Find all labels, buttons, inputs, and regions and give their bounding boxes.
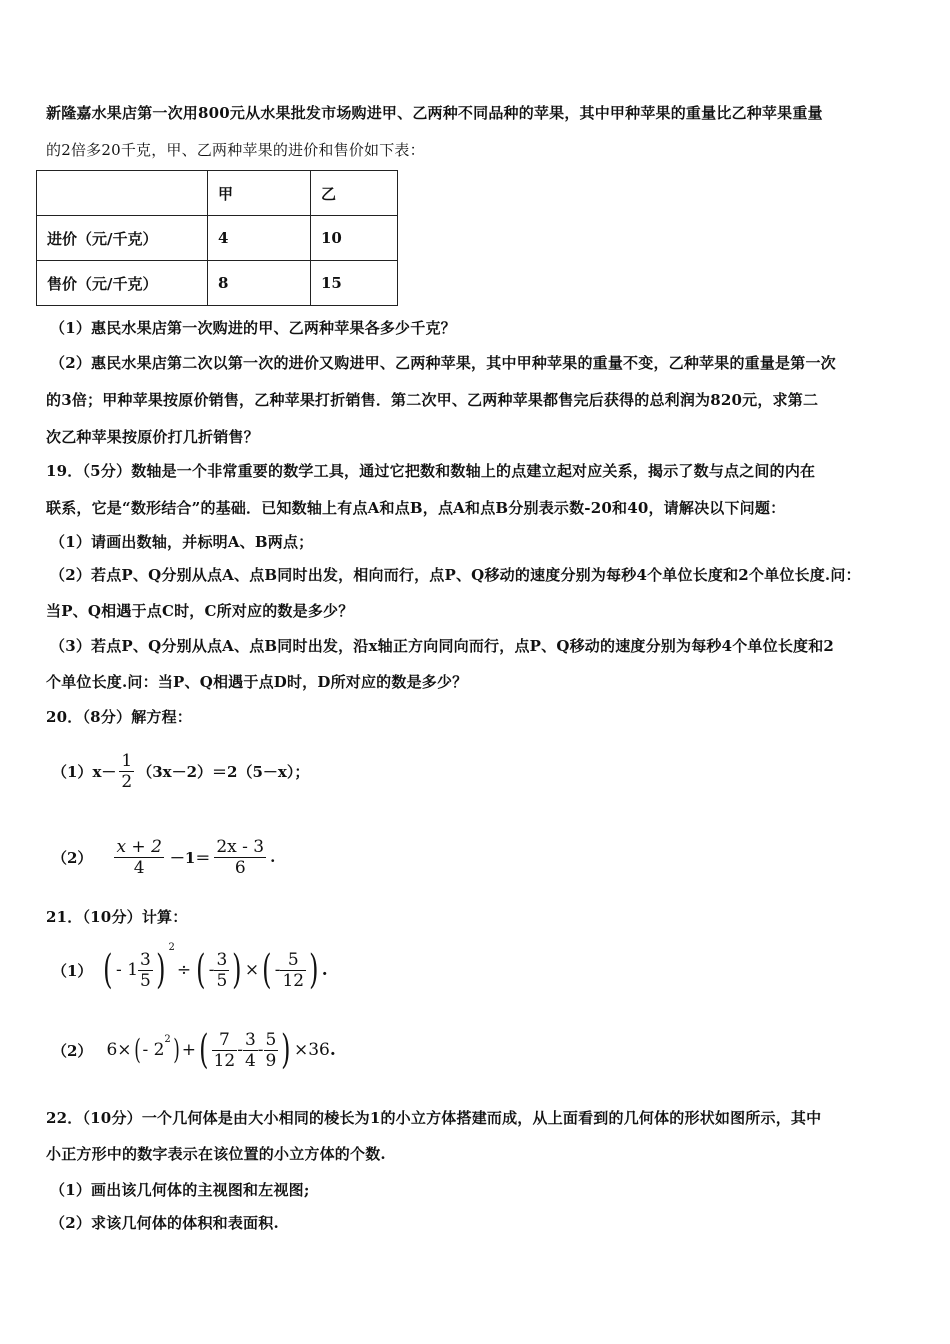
fraction [212, 1030, 238, 1071]
equation-term: x－ [92, 762, 117, 781]
intro-line-2: 的2倍多20千克，甲、乙两种苹果的进价和售价如下表： [46, 141, 425, 159]
fraction [214, 950, 229, 991]
table-row [37, 261, 398, 306]
fraction [280, 950, 306, 991]
q18-part2-line2: 的3倍；甲种苹果按原价销售，乙种苹果打折销售．第二次甲、乙两种苹果都售完后获得的总利润为820元，求第二 [46, 391, 819, 409]
table-cell: 8 [208, 261, 311, 306]
fraction [119, 751, 134, 792]
expression-term: 6× [106, 1040, 132, 1060]
q20-title: 20．（8分）解方程： [46, 708, 193, 726]
q18-part2-line3: 次乙种苹果按原价打几折销售？ [46, 428, 259, 446]
fraction-denominator: 4 [114, 857, 163, 878]
q19-part2-line2: 当P、Q相遇于点C时，C所对应的数是多少？ [46, 602, 354, 620]
operator: - [237, 1040, 243, 1060]
fraction [264, 1030, 279, 1071]
right-paren: ) [232, 947, 242, 993]
q20-equation-1 [52, 738, 309, 804]
expression-term: - 2 [142, 1040, 165, 1060]
q21-expression-1 [52, 938, 328, 1002]
operator: × [244, 960, 260, 980]
q19-part1: （1）请画出数轴，并标明A、B两点； [50, 533, 314, 551]
fraction-numerator: 1 [121, 750, 133, 771]
expression-term: - [274, 960, 281, 980]
fraction-numerator: 2x - 3 [216, 836, 265, 857]
fraction-denominator: 5 [140, 970, 151, 991]
left-paren: ( [103, 947, 113, 993]
q22-line1: 22．（10分）一个几何体是由大小相同的棱长为1的小立方体搭建而成，从上面看到的几何体的形状如图所示，其中 [46, 1109, 822, 1127]
q19-line1: 19．（5分）数轴是一个非常重要的数学工具，通过它把数和数轴上的点建立起对应关系，揭示了数与点之间的内在 [46, 462, 816, 480]
q19-part3-line1: （3）若点P、Q分别从点A、点B同时出发，沿x轴正方向同向而行，点P、Q移动的速度分别为每秒4个单位长度和2 [50, 637, 835, 655]
fraction-numerator: 3 [216, 949, 228, 970]
expression-term: - [208, 960, 215, 980]
fraction-denominator: 12 [213, 1050, 236, 1071]
fraction-denominator: 2 [121, 771, 133, 792]
fraction [214, 837, 266, 878]
fraction [114, 837, 163, 878]
equation-end: . [270, 848, 276, 866]
operator: ÷ [176, 960, 192, 980]
q19-line2: 联系，它是“数形结合”的基础．已知数轴上有点A和点B，点A和点B分别表示数-20和40，请解决以下问题： [46, 499, 786, 517]
fraction-denominator: 4 [244, 1050, 256, 1071]
fraction-denominator: 5 [216, 970, 228, 991]
table-cell: 15 [311, 261, 398, 306]
operator: + [181, 1040, 196, 1060]
left-paren: ( [262, 947, 272, 993]
q19-part2-line1: （2）若点P、Q分别从点A、点B同时出发，相向而行，点P、Q移动的速度分别为每秒4个单位长度和2个单位长度.问： [50, 566, 861, 584]
exponent: 2 [164, 1034, 171, 1045]
fraction-numerator: 5 [265, 1029, 277, 1050]
fraction [138, 950, 153, 991]
fraction-denominator: 9 [265, 1050, 277, 1071]
price-table [36, 170, 398, 306]
q18-part2-line1: （2）惠民水果店第二次以第一次的进价又购进甲、乙两种苹果，其中甲种苹果的重量不变，乙种苹果的重量是第一次 [50, 354, 836, 372]
table-cell [37, 171, 208, 216]
fraction-numerator: 3 [244, 1029, 256, 1050]
table-cell: 售价（元/千克） [37, 261, 208, 306]
operator: - [257, 1040, 264, 1060]
left-paren: ( [196, 947, 206, 993]
table-cell: 进价（元/千克） [37, 216, 208, 261]
fraction-numerator: 3 [140, 949, 151, 970]
right-paren: ) [281, 1027, 291, 1073]
table-cell: 甲 [208, 171, 311, 216]
q18-part1: （1）惠民水果店第一次购进的甲、乙两种苹果各多少千克？ [50, 319, 456, 337]
exponent: 2 [168, 942, 175, 953]
table-header-row [37, 171, 398, 216]
fraction-numerator: x + 2 [116, 836, 162, 857]
left-paren: ( [133, 1033, 141, 1066]
fraction-denominator: 6 [214, 857, 266, 878]
q22-line2: 小正方形中的数字表示在该位置的小立方体的个数. [46, 1145, 386, 1163]
expression-label: （1） [52, 961, 93, 980]
expression-label: （2） [52, 1041, 93, 1060]
right-paren: ) [155, 947, 166, 993]
q21-expression-2 [52, 1020, 336, 1080]
expression-end: . [329, 1040, 336, 1060]
right-paren: ) [309, 947, 319, 993]
equation-label: （1） [52, 762, 93, 781]
equation-term: （3x－2）＝2（5－x）； [137, 762, 310, 781]
fraction-numerator: 7 [218, 1029, 230, 1050]
q20-equation-2 [52, 822, 275, 892]
fraction-numerator: 5 [287, 949, 299, 970]
q21-title: 21．（10分）计算： [46, 908, 188, 926]
intro-line-1: 新隆嘉水果店第一次用800元从水果批发市场购进甲、乙两种不同品种的苹果，其中甲种苹果的重量比乙种苹果重量 [46, 104, 823, 122]
expression-term: - 1 [116, 960, 139, 980]
equation-label: （2） [52, 848, 93, 867]
table-row [37, 216, 398, 261]
q19-part3-line2: 个单位长度.问：当P、Q相遇于点D时，D所对应的数是多少？ [46, 673, 468, 691]
equation-term: －1＝ [169, 848, 211, 867]
fraction [243, 1030, 258, 1071]
left-paren: ( [199, 1027, 209, 1073]
table-cell: 4 [208, 216, 311, 261]
expression-term: ×36 [293, 1040, 330, 1060]
right-paren: ) [172, 1033, 180, 1066]
q22-part1: （1）画出该几何体的主视图和左视图; [50, 1181, 310, 1199]
table-cell: 乙 [311, 171, 398, 216]
fraction-denominator: 12 [282, 970, 305, 991]
q22-part2: （2）求该几何体的体积和表面积. [50, 1214, 279, 1232]
table-cell: 10 [311, 216, 398, 261]
expression-end: . [321, 960, 328, 980]
